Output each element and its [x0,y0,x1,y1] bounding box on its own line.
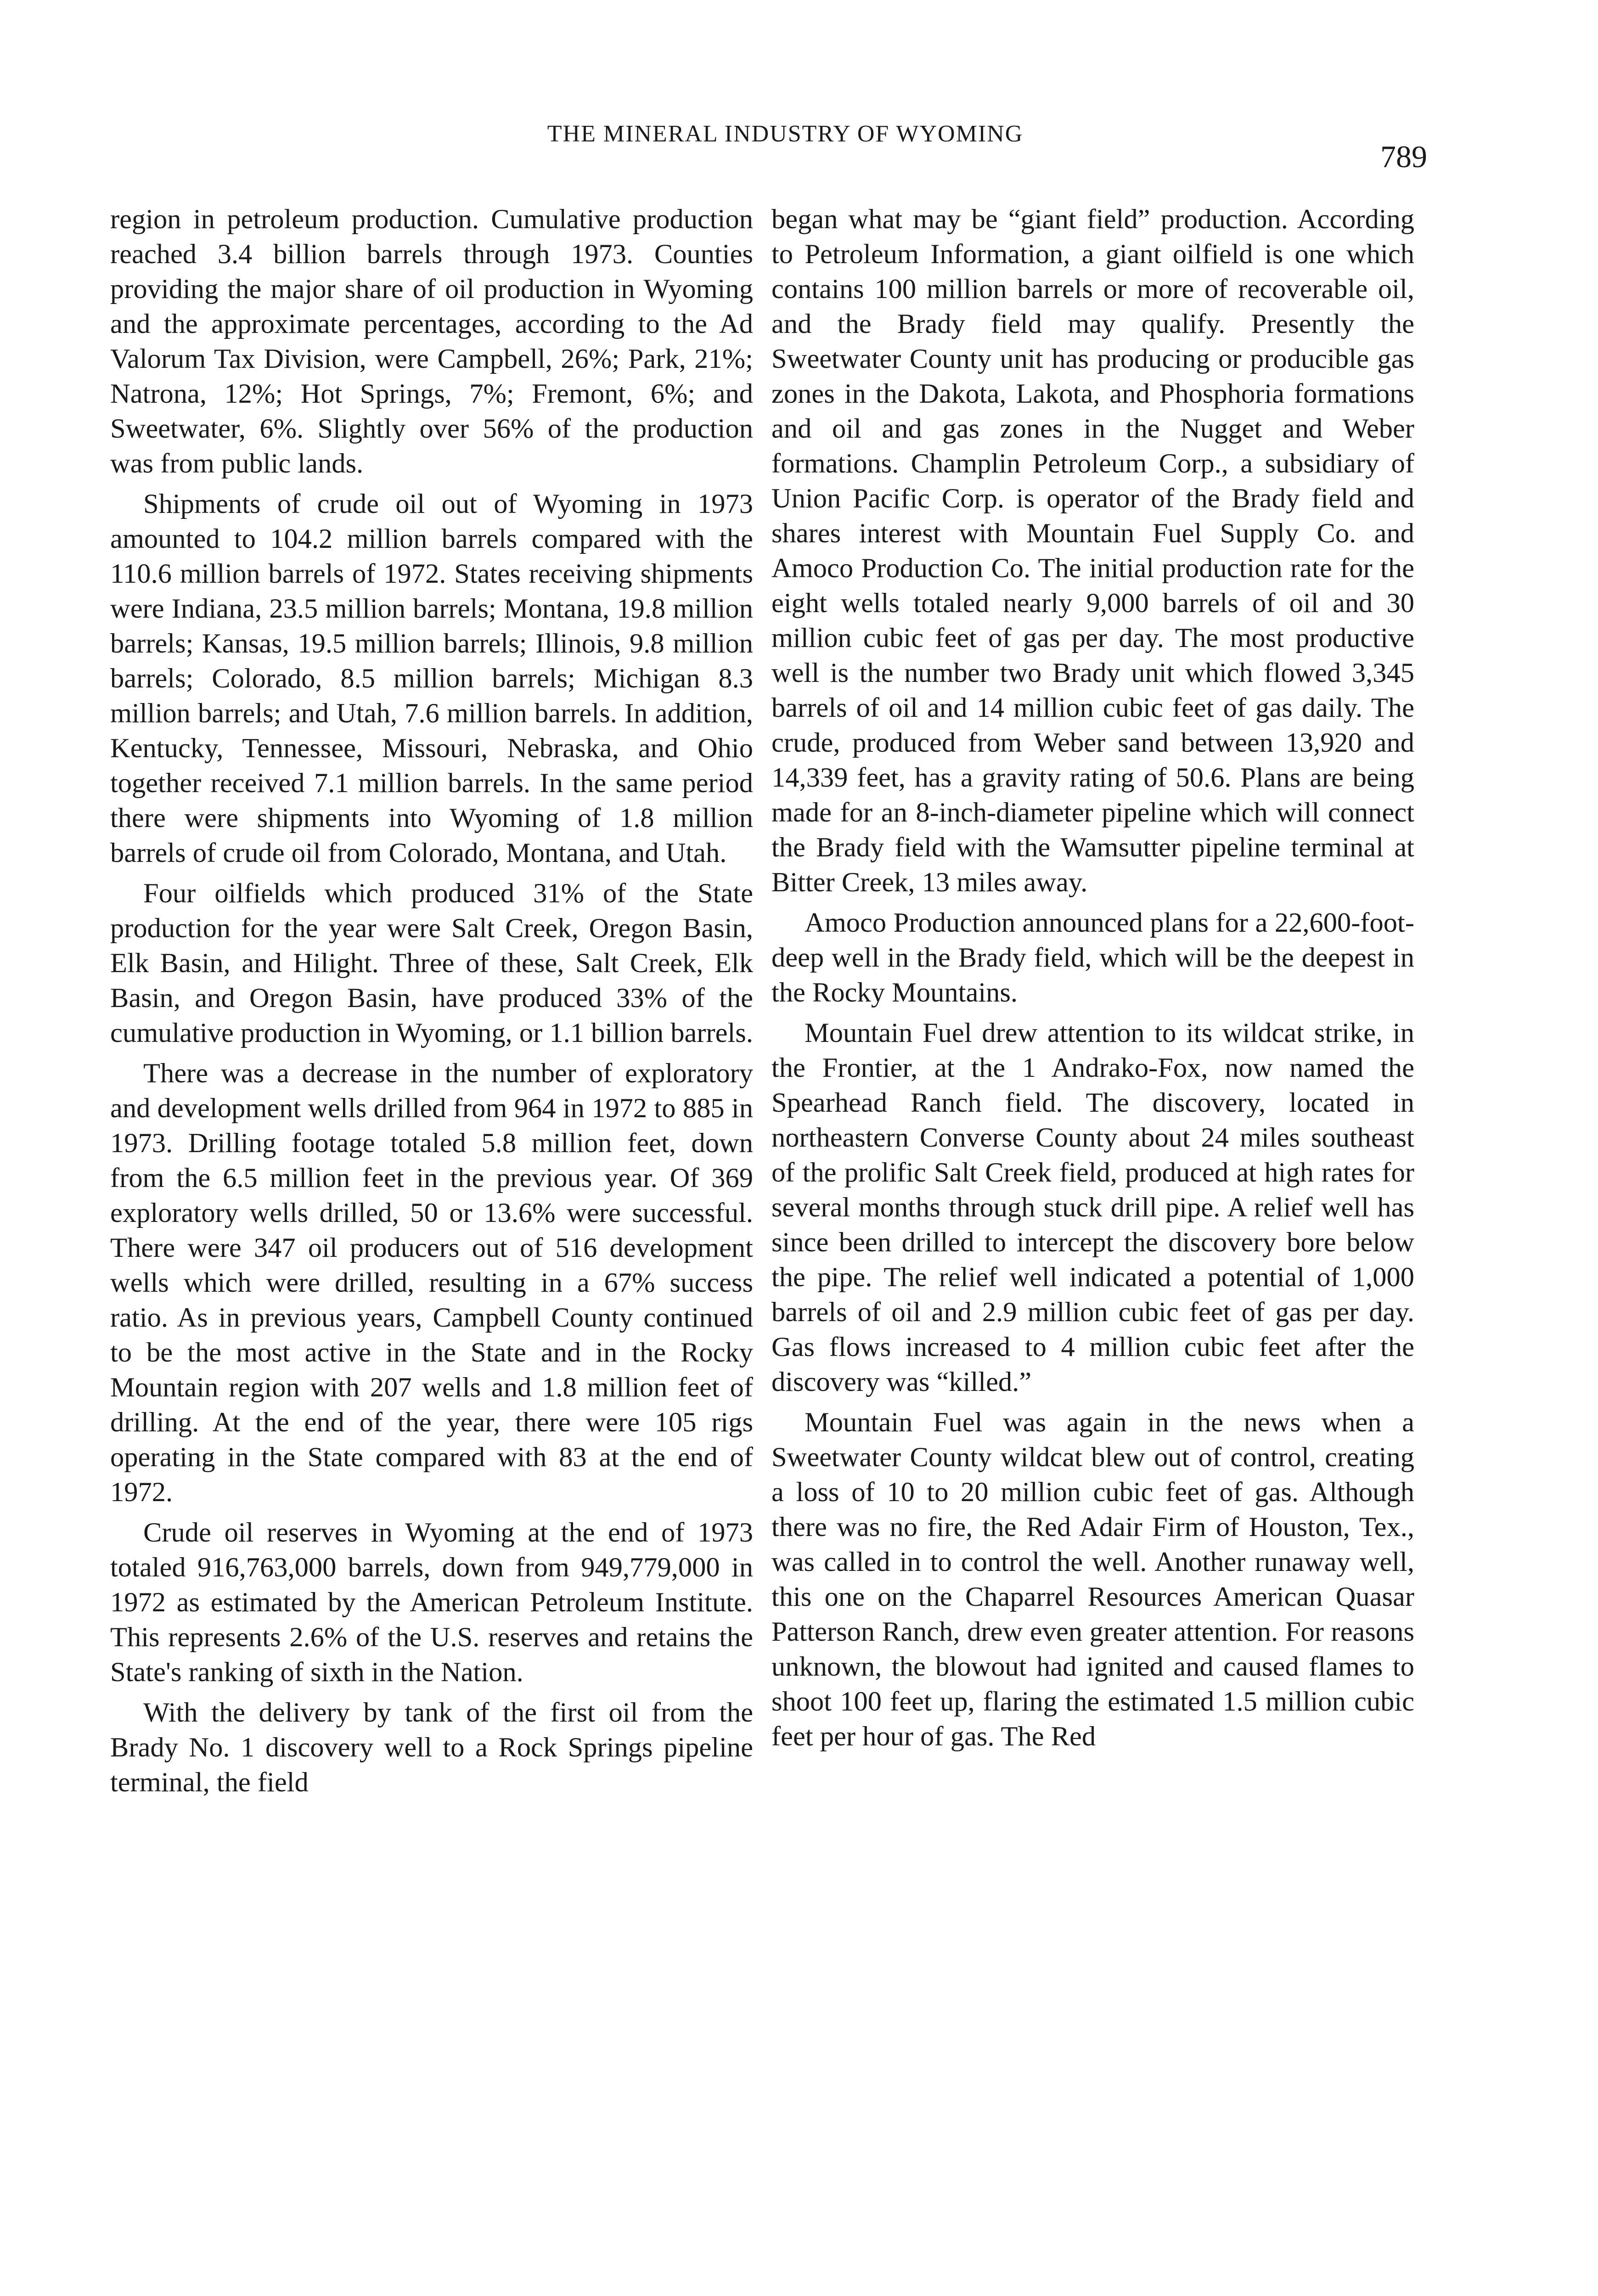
page-number: 789 [1380,139,1427,174]
paragraph: Mountain Fuel drew attention to its wildcat strike, in the Frontier, at the 1 Andrako-Fox, now named the Spearhead Ranch field. The discovery, located in northeastern Converse County about 24 miles southeast of the prolific Salt Creek field, produced at high rates for several months through stuck drill pipe. A relief well has since been drilled to intercept the discovery bore below the pipe. The relief well indicated a potential of 1,000 barrels of oil and 2.9 million cubic feet of gas per day. Gas flows increased to 4 million cubic feet after the discovery was “killed.” [771,1018,1414,1397]
paragraph: There was a decrease in the number of exploratory and development wells drilled from 964 in 1972 to 885 in 1973. Drilling footage totaled 5.8 million feet, down from the 6.5 million feet in the previous year. Of 369 exploratory wells drilled, 50 or 13.6% were successful. There were 347 oil producers out of 516 development wells which were drilled, resulting in a 67% success ratio. As in previous years, Campbell County continued to be the most active in the State and in the Rocky Mountain region with 207 wells and 1.8 million feet of drilling. At the end of the year, there were 105 rigs operating in the State compared with 83 at the end of 1972. [110,1058,753,1508]
paragraph: region in petroleum production. Cumulative production reached 3.4 billion barrels through 1973. Counties providing the major share of oil production in Wyoming and the approximate percentages, according to the Ad Valorum Tax Division, were Campbell, 26%; Park, 21%; Natrona, 12%; Hot Springs, 7%; Fremont, 6%; and Sweetwater, 6%. Slightly over 56% of the production was from public lands. [110,204,753,479]
paragraph: began what may be “giant field” production. According to Petroleum Information, a giant oilfield is one which contains 100 million barrels or more of recoverable oil, and the Brady field may qualify. Presently the Sweetwater County unit has producing or producible gas zones in the Dakota, Lakota, and Phosphoria formations and oil and gas zones in the Nugget and Weber formations. Champlin Petroleum Corp., a subsidiary of Union Pacific Corp. is operator of the Brady field and shares interest with Mountain Fuel Supply Co. and Amoco Production Co. The initial production rate for the eight wells totaled nearly 9,000 barrels of oil and 30 million cubic feet of gas per day. The most productive well is the number two Brady unit which flowed 3,345 barrels of oil and 14 million cubic feet of gas daily. The crude, produced from Weber sand between 13,920 and 14,339 feet, has a gravity rating of 50.6. Plans are being made for an 8-inch-diameter pipeline which will connect the Brady field with the Wamsutter pipeline terminal at Bitter Creek, 13 miles away. [771,204,1414,898]
paragraph: Four oilfields which produced 31% of the State production for the year were Salt Creek, Oregon Basin, Elk Basin, and Hilight. Three of these, Salt Creek, Elk Basin, and Oregon Basin, have produced 33% of the cumulative production in Wyoming, or 1.1 billion barrels. [110,878,753,1048]
paragraph: Crude oil reserves in Wyoming at the end of 1973 totaled 916,763,000 barrels, down from 949,779,000 in 1972 as estimated by the American Petroleum Institute. This represents 2.6% of the U.S. reserves and retains the State's ranking of sixth in the Nation. [110,1517,753,1688]
left-column [110,202,753,2241]
paragraph: Shipments of crude oil out of Wyoming in 1973 amounted to 104.2 million barrels compared with the 110.6 million barrels of 1972. States receiving shipments were Indiana, 23.5 million barrels; Montana, 19.8 million barrels; Kansas, 19.5 million barrels; Illinois, 9.8 million barrels; Colorado, 8.5 million barrels; Michigan 8.3 million barrels; and Utah, 7.6 million barrels. In addition, Kentucky, Tennessee, Missouri, Nebraska, and Ohio together received 7.1 million barrels. In the same period there were shipments into Wyoming of 1.8 million barrels of crude oil from Colorado, Montana, and Utah. [110,489,753,868]
paragraph: Amoco Production announced plans for a 22,600-foot-deep well in the Brady field, which will be the deepest in the Rocky Mountains. [771,907,1414,1008]
right-column [771,202,1414,2241]
paragraph: Mountain Fuel was again in the news when a Sweetwater County wildcat blew out of control, creating a loss of 10 to 20 million cubic feet of gas. Although there was no fire, the Red Adair Firm of Houston, Tex., was called in to control the well. Another runaway well, this one on the Chaparrel Resources American Quasar Patterson Ranch, drew even greater attention. For reasons unknown, the blowout had ignited and caused flames to shoot 100 feet up, flaring the estimated 1.5 million cubic feet per hour of gas. The Red [771,1407,1414,1752]
running-title: THE MINERAL INDUSTRY OF WYOMING [547,121,1024,147]
paragraph: With the delivery by tank of the first oil from the Brady No. 1 discovery well to a Rock Springs pipeline terminal, the field [110,1697,753,1798]
